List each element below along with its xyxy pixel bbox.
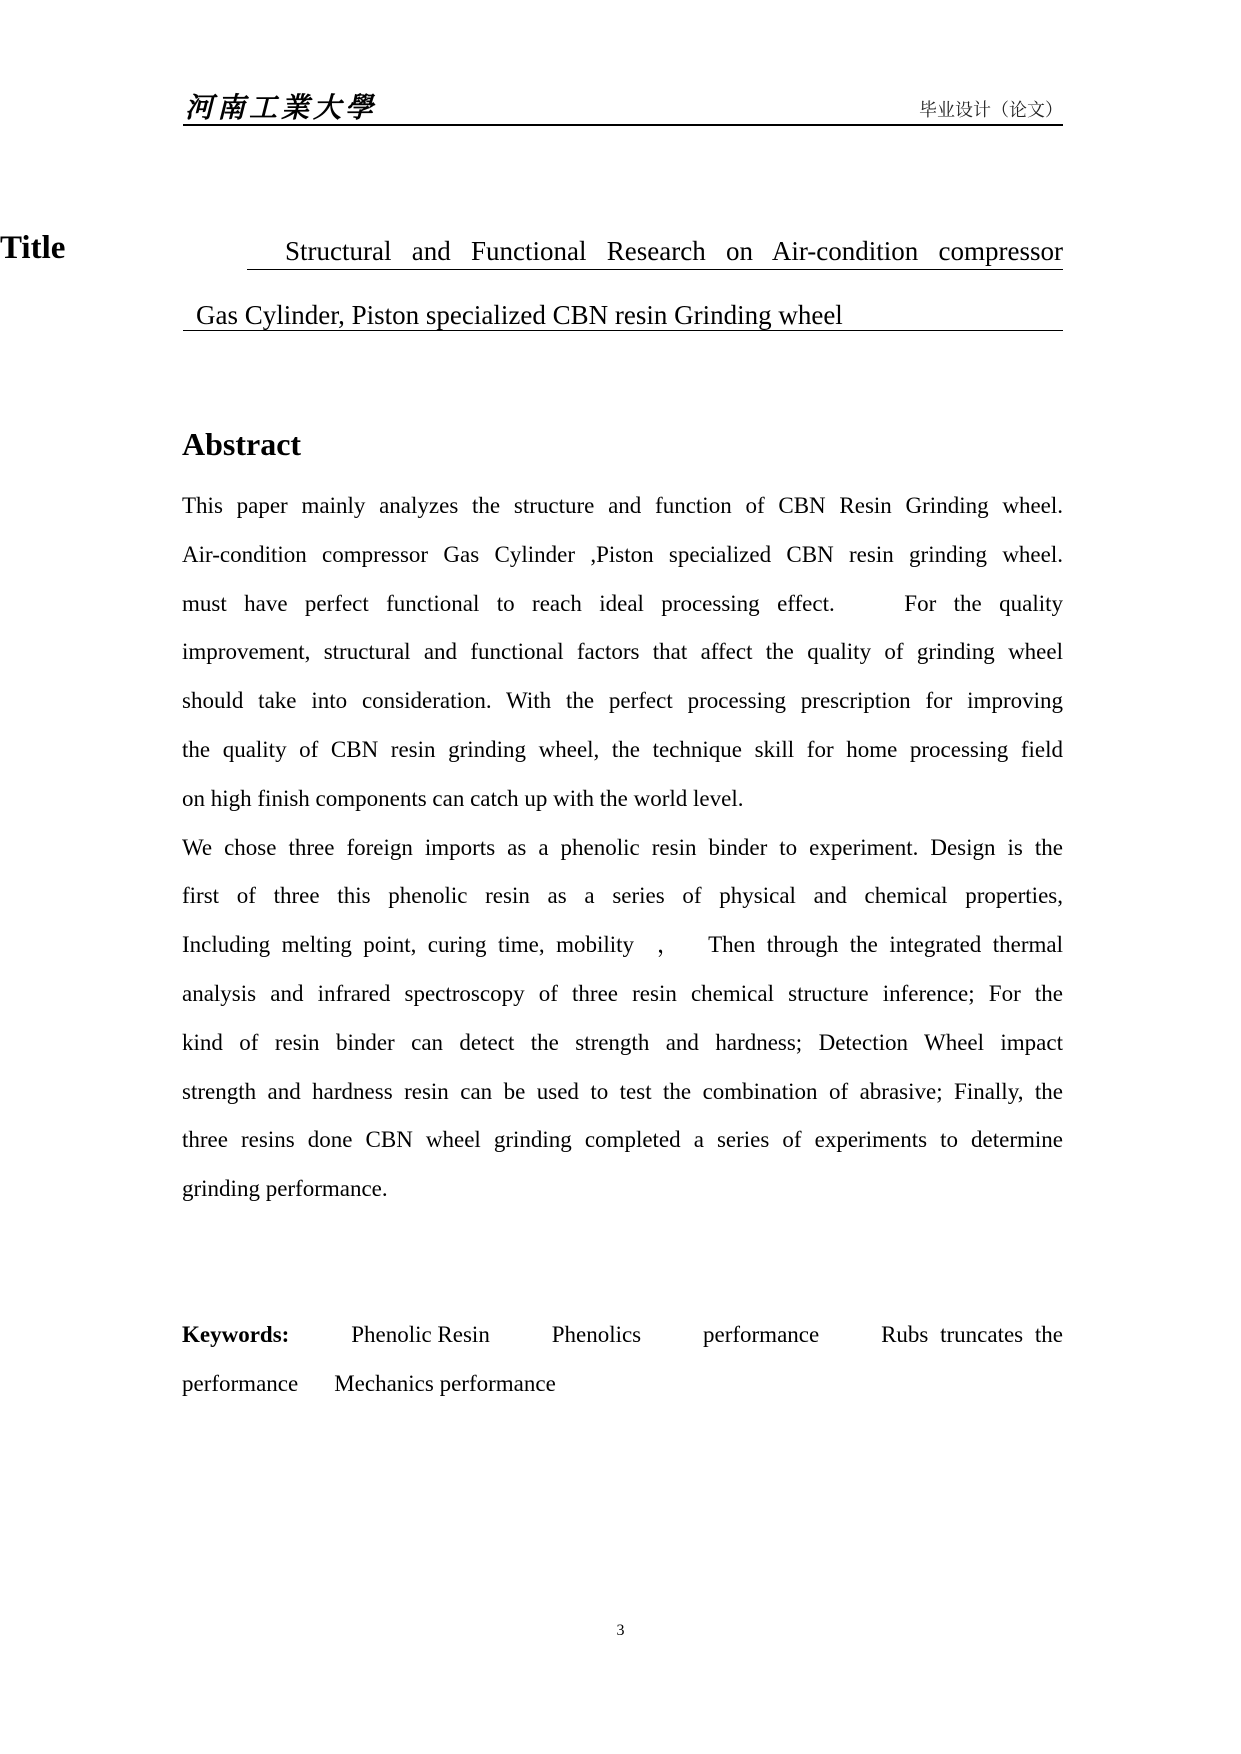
title-text-line1: Structural and Functional Research on Air-condition compressor — [285, 236, 1063, 266]
abstract-line: kind of resin binder can detect the strength and hardness; Detection Wheel impact — [182, 1029, 1063, 1055]
title-underline-1 — [247, 269, 1063, 270]
keyword-item: Phenolic Resin — [351, 1322, 490, 1347]
title-underline-2 — [183, 330, 1063, 331]
abstract-body — [182, 482, 1063, 1214]
keyword-item: Mechanics performance — [334, 1371, 556, 1396]
keywords-line-1 — [182, 1310, 1063, 1359]
page-number: 3 — [616, 1622, 625, 1639]
keywords-line-2 — [182, 1359, 1063, 1408]
abstract-line: grinding performance. — [182, 1176, 388, 1202]
abstract-line: analysis and infrared spectroscopy of three resin chemical structure inference; For the — [182, 980, 1063, 1006]
abstract-paragraph-2 — [182, 824, 1063, 1214]
abstract-line: must have perfect functional to reach ideal processing effect. For the quality — [182, 590, 1063, 616]
abstract-line: on high finish components can catch up with the world level. — [182, 785, 744, 811]
keyword-item: Phenolics — [551, 1322, 642, 1347]
abstract-line: This paper mainly analyzes the structure and function of CBN Resin Grinding wheel. — [182, 493, 1063, 518]
keyword-item: Rubs truncates the — [881, 1322, 1063, 1347]
abstract-heading: Abstract — [182, 426, 302, 462]
document-type-label: 毕业设计（论文） — [919, 100, 1063, 121]
abstract-line: three resins done CBN wheel grinding completed a series of experiments to determine — [182, 1127, 1063, 1153]
abstract-line: improvement, structural and functional factors that affect the quality of grinding wheel — [182, 639, 1063, 665]
abstract-line: Including melting point, curing time, mobility ， Then through the integrated thermal — [182, 932, 1063, 958]
abstract-paragraph-1 — [182, 482, 1063, 824]
keywords-section — [182, 1310, 1063, 1408]
page-header — [183, 82, 1063, 126]
title-label: Title — [0, 230, 66, 266]
abstract-line: should take into consideration. With the perfect processing prescription for improving — [182, 688, 1063, 714]
university-logo: 河南工業大學 — [185, 91, 378, 124]
keyword-item: performance — [182, 1371, 299, 1396]
title-text-line2: Gas Cylinder, Piston specialized CBN resin Grinding wheel — [196, 300, 843, 330]
abstract-line: first of three this phenolic resin as a series of physical and chemical properties, — [182, 883, 1063, 909]
abstract-line: We chose three foreign imports as a phenolic resin binder to experiment. Design is the — [182, 834, 1063, 860]
abstract-line: the quality of CBN resin grinding wheel, the technique skill for home processing field — [182, 736, 1063, 762]
abstract-line: strength and hardness resin can be used to test the combination of abrasive; Finally, the — [182, 1078, 1063, 1104]
abstract-line: Air-condition compressor Gas Cylinder ,Piston specialized CBN resin grinding wheel. — [182, 541, 1063, 567]
keyword-item: performance — [703, 1322, 820, 1347]
keywords-label: Keywords: — [182, 1322, 290, 1347]
